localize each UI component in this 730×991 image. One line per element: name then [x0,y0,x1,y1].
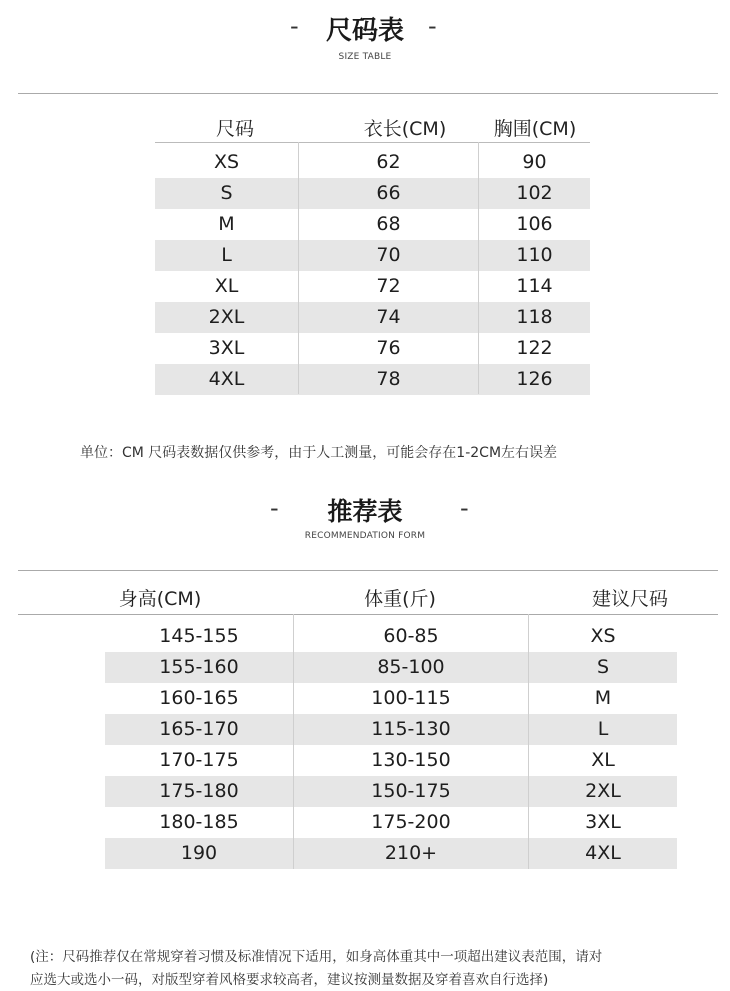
rec-cell-height: 155-160 [159,656,239,678]
size-cell-size: 2XL [208,306,245,328]
rec-header-weight: 体重(斤) [364,588,436,610]
recommendation-row [105,714,677,745]
size-cell-length: 76 [376,337,401,359]
size-cell-size: 4XL [208,368,245,390]
rec-cell-weight: 175-200 [371,811,451,833]
rec-cell-weight: 130-150 [371,749,451,771]
rec-cell-weight: 85-100 [377,656,445,678]
rec-cell-weight: 210+ [384,842,438,864]
rec-cell-size: XS [590,625,616,647]
rec-cell-weight: 100-115 [371,687,451,709]
rec-cell-height: 160-165 [159,687,239,709]
recommendation-row [105,776,677,807]
recommendation-row [105,807,677,838]
rec-header-height: 身高(CM) [118,588,202,610]
size-cell-length: 78 [376,368,401,390]
rec-cell-height: 145-155 [159,625,239,647]
size-table-row [155,333,590,364]
size-cell-chest: 90 [522,151,547,173]
size-header-size: 尺码 [215,118,254,140]
rec-note-line-1: (注：尺码推荐仅在常规穿着习惯及标准情况下适用，如身高体重其中一项超出建议表范围，请对 [30,949,603,965]
rec-cell-size: 3XL [585,811,621,833]
recommendation-row [105,683,677,714]
rec-cell-height: 175-180 [159,780,239,802]
size-col-divider-1 [298,142,299,394]
size-cell-chest: 102 [516,182,553,204]
size-cell-size: L [221,244,232,266]
rec-cell-weight: 150-175 [371,780,451,802]
size-cell-chest: 106 [516,213,553,235]
size-cell-chest: 118 [516,306,553,328]
rec-note-line-2: 应选大或选小一码，对版型穿着风格要求较高者，建议按测量数据及穿着喜欢自行选择) [30,972,549,988]
title-dash-left: - [290,12,299,40]
rec-header-divider [18,614,718,615]
rec-top-divider [18,570,718,571]
rec-cell-size: S [596,656,610,678]
size-table-row [155,302,590,333]
size-header-chest: 胸围(CM) [493,118,577,140]
size-table-row [155,209,590,240]
rec-cell-size: 4XL [585,842,621,864]
size-table-row [155,271,590,302]
rec-title-dash-left: - [270,494,279,522]
rec-cell-height: 165-170 [159,718,239,740]
size-table-subtitle: SIZE TABLE [338,52,392,62]
size-cell-size: XS [213,151,240,173]
size-cell-length: 66 [376,182,401,204]
size-cell-size: M [218,213,235,235]
recommendation-row [105,652,677,683]
recommendation-subtitle: RECOMMENDATION FORM [304,531,426,541]
rec-cell-weight: 115-130 [371,718,451,740]
size-cell-chest: 122 [516,337,553,359]
rec-col-divider-2 [528,614,529,869]
size-header-length: 衣长(CM) [363,118,447,140]
recommendation-title: 推荐表 [327,497,403,526]
size-table-title: 尺码表 [325,16,404,46]
size-cell-size: 3XL [208,337,245,359]
size-cell-length: 62 [376,151,401,173]
rec-cell-size: L [597,718,609,740]
size-header-divider [155,142,590,143]
rec-col-divider-1 [293,614,294,869]
size-cell-size: XL [214,275,239,297]
rec-cell-size: XL [591,749,615,771]
rec-cell-height: 180-185 [159,811,239,833]
rec-header-size: 建议尺码 [591,588,668,610]
size-cell-chest: 110 [516,244,553,266]
size-table-top-divider [18,93,718,94]
size-col-divider-2 [478,142,479,394]
rec-title-dash-right: - [460,494,469,522]
size-cell-length: 74 [376,306,401,328]
rec-cell-height: 190 [180,842,218,864]
size-cell-size: S [220,182,233,204]
size-table-row [155,364,590,395]
size-cell-length: 68 [376,213,401,235]
rec-cell-height: 170-175 [159,749,239,771]
size-table-note: 单位：CM 尺码表数据仅供参考，由于人工测量，可能会存在1-2CM左右误差 [80,445,558,461]
size-cell-chest: 114 [516,275,553,297]
size-cell-length: 70 [376,244,401,266]
rec-cell-weight: 60-85 [383,625,439,647]
recommendation-row [105,745,677,776]
title-dash-right: - [428,12,437,40]
size-table-row [155,240,590,271]
recommendation-row [105,621,677,652]
size-table-row [155,147,590,178]
size-table-row [155,178,590,209]
recommendation-row [105,838,677,869]
rec-cell-size: M [594,687,612,709]
size-cell-chest: 126 [516,368,553,390]
size-cell-length: 72 [376,275,401,297]
rec-cell-size: 2XL [585,780,621,802]
